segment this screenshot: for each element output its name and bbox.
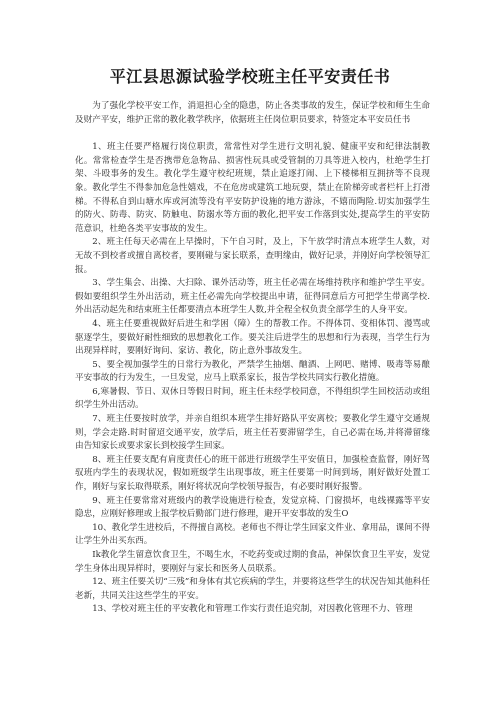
clause-paragraph: 12、班主任要关切“三残”和身体有其它疾病的学生，并要将这些学生的状况告知其他科任老新，共同关注这些学生的平安。 <box>75 577 430 601</box>
document-title: 平江县思源试验学校班主任平安责任书 <box>109 67 391 86</box>
clause-paragraph: Ik教化学生留意饮食卫生，不喝生水，不吃药变或过期的食品，神保饮食卫生平安，发觉学生身体出现异样时，要刚好与家长和医务人员联系。 <box>75 550 430 574</box>
clause-paragraph: 3、学生集会、出操、大扫除、课外活动等，班主任必需在场维持秩序和维护学生平安。假如要组织学生外出活动，班主任必需先向学校提出申请，征得同意后方可把学生带离学校.外出活动起先和结束班主任都要清点本班学生人数,并全程全权负责全部学生的人身平安。 <box>75 278 430 316</box>
clause-paragraph: 2、班主任每天必需在上早操时，下午自习时，及上，下午放学时清点本班学生人数，对无故不到校者或擅自离校者，要刚碰与家长联系，查明缘由，做好记录，并刚好向学校领导汇报。 <box>75 237 430 275</box>
clause-paragraph: 6,寒暑假、节日、双休日等假日时间，班主任未经学校同意，不得组织学生回校活动或组织学生外出活动。 <box>75 386 430 411</box>
intro-paragraph: 为了强化学校平安工作，消退担心全的隐患，防止各类事故的发生，保证学校和师生生命及财产平安，维护正常的教化教学秩序，依据班主任岗位职员要求，特签定本平安员任书 <box>75 101 430 125</box>
clause-paragraph: 7、班主任要按时放学，并亲自组织本班学生排好路队平安离校；要教化学生遵守交通规则，学会走路.时时留迢交通平安，放学后，班主任若要滞留学生，自己必需在场,并将滞留缘由告知家长或要求家长到校接学生回家。 <box>75 414 430 452</box>
clause-paragraph: 5、要全视加强学生的日常行为教化，严禁学生抽烟、酗酒、上网吧、赌博、吸毒等易酿平安事故的行为发生，一旦发觉，应马上联系家长，报告学校共同实行教化措施。 <box>75 359 430 384</box>
clause-paragraph: 1、班主任要严格履行岗位职责，常常性对学生进行文明礼貌、健康平安和纪律法制教化。常常检查学生是否携带危急物品、损害性玩具或受管制的刀具等进入校内，杜绝学生打架、斗殴事务的发生。教化学生遵守校纪班规，禁止追逐打闹、上下楼梯相互拥挤等不良现象。教化学生不得参加危急性嬉戏，不在危房或建筑工地玩耍，禁止在阶梯旁或者栏杆上打滑梯。不得私自到山塘水库或河流等没有平安防护设施的地方游泳，不嬉而陶险.切实加强学生的防火、防毒、防灾、防触电、防溺水等方面的教化,把平安工作落到实处,提高学生的平安防范意识，杜绝各类平安事故的发生。 <box>75 142 430 234</box>
clause-paragraph: 10、教化学生进校后，不得擅自离校。老师也不得让学生回家文件业、拿用品，课间不得让学生外出买东西。 <box>75 522 430 547</box>
clause-paragraph: 13、学校对班主任的平安教化和管理工作实行责任追究制，对因教化管理不力、管理 <box>92 604 413 615</box>
clause-paragraph: 9、班主任要常常对班级内的教学设施进行检查，发觉京椅、门窗损坏，电线裸露等平安隐忠，应刚好修理或上报学校后勤部门进行修理，避开平安事故的发生O <box>75 495 430 520</box>
clause-paragraph: 4、班主任要重视做好后进生和学困（障）生的帮教工作。不得体罚、变相体罚、漫骂或驱逐学生，要做好耐性细致的思想教化工作。要关注后进学生的思想和行为表现，当学生行为出现异样时，要刚好询问、家访、教化，防止意外事故发生。 <box>75 318 430 357</box>
clause-paragraph: 8、班主任要支配有肩度责任心的班干部进行班级学生平安值日，加强检查监督，刚好驾驭班内学生的表现状况，假如班级学生出现事故，班主任要第一时间到场，刚好做好处置工作，刚好与家长取得联系，刚好将状况向学校领导报告，有必要时刚好报警。 <box>75 454 430 493</box>
document-body <box>75 100 430 700</box>
